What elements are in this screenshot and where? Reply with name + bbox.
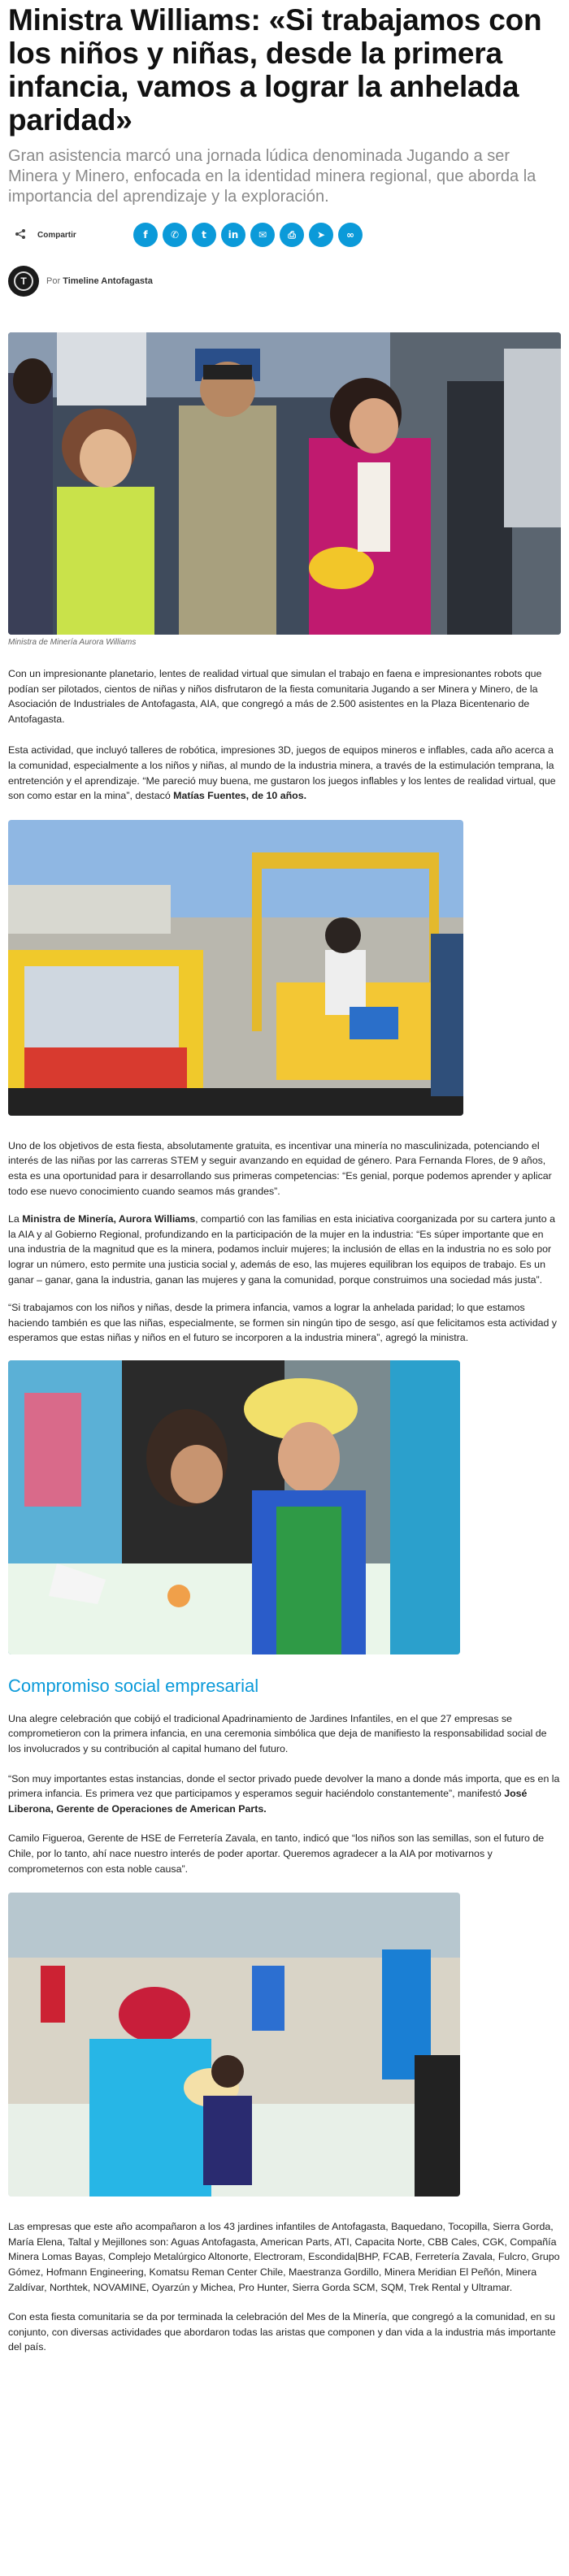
paragraph-1: Con un impresionante planetario, lentes de realidad virtual que simulan el trabajo en faena e impresionantes robots que podían ser pilotados, cientos de niñas y niños disfrutaron de la fiesta comunitaria Jugando a ser Minera y Minero, de la Asociación de Industriales de Antofagasta, AIA, que congregó a más de 2.500 asistentes en la Plaza Bicentenario de Antofagasta. (8, 668, 542, 725)
author-name[interactable]: Timeline Antofagasta (63, 276, 153, 286)
paragraph-2 (8, 743, 561, 803)
linkedin-icon: in (228, 229, 239, 241)
whatsapp-icon: ✆ (170, 229, 180, 241)
link-icon: ∞ (346, 229, 354, 241)
photo-playground (8, 820, 463, 1116)
author-text (46, 276, 153, 286)
facebook-icon: f (143, 229, 148, 241)
twitter-share-button[interactable] (192, 223, 216, 247)
author-prefix: Por (46, 276, 61, 286)
photo-outdoor (8, 1893, 460, 2197)
facebook-share-button[interactable] (133, 223, 158, 247)
email-share-button[interactable] (250, 223, 275, 247)
article-title: Ministra Williams: «Si trabajamos con los niños y niñas, desde la primera infancia, vamos a lograr la anhelada paridad» (8, 3, 542, 137)
print-icon: ⎙ (288, 228, 296, 241)
share-bar (8, 219, 561, 251)
photo-workshop (8, 1360, 460, 1654)
paragraph-5: “Si trabajamos con los niños y niñas, desde la primera infancia, vamos a lograr la anhelada paridad; lo que estamos haciendo también es que las niñas, especialmente, se formen sin ningún tipo de sesgo, así que felicitamos esta actividad y esperamos que estas niñas y niños en el futuro se incorporen a la industria minera”, agregó la ministra. (8, 1302, 557, 1344)
paragraph-6: Una alegre celebración que cobijó el tradicional Apadrinamiento de Jardines Infantiles, en el que 27 empresas se comprometieron con la primera infancia, en una ceremonia simbólica que deja de manifiesto la responsabilidad social de los involucrados y su contribución al capital humano del futuro. (8, 1712, 547, 1755)
article-subtitle: Gran asistencia marcó una jornada lúdica denominada Jugando a ser Minera y Minero, enfocada en la identidad minera regional, que aborda la importancia del aprendizaje y la exploración. (8, 147, 536, 206)
telegram-share-button[interactable] (309, 223, 333, 247)
paragraph-7-bold: José Liberona, Gerente de Operaciones de American Parts. (8, 1788, 528, 1815)
paragraph-9: Las empresas que este año acompañaron a los 43 jardines infantiles de Antofagasta, Baquedano, Tocopilla, Sierra Gorda, María Elena, Taltal y Mejillones son: Aguas Antofagasta, American Parts, ATI, Capacita Norte, CBB Cales, CGK, Compañía Minera Lomas Bayas, Complejo Metalúrgico Altonorte, Electroram, Escondida|BHP, FCAB, Ferretería Zavala, Fulcro, Grupo Gómez, Hofmann Engineering, Komatsu Reman Center Chile, Maestranza Gordillo, Minera Meridian El Peñón, Minera Zaldívar, Northtek, NOVAMINE, Oyarzún y Michea, Pro Hunter, Sierra Gorda SCM, SQM, Trek Rental y Ultramar. (8, 2221, 560, 2293)
paragraph-7-text: “Son muy importantes estas instancias, donde el sector privado puede devolver la mano a donde más importa, que es en la primera infancia. Es primera vez que participamos y esperamos seguir haciéndolo constantemente”, manifestó (8, 1772, 560, 1800)
paragraph-4 (8, 1212, 561, 1287)
paragraph-3: Uno de los objetivos de esta fiesta, absolutamente gratuita, es incentivar una minería no masculinizada, potenciando el interés de las niñas por las carreras STEM y seguir avanzando en equidad de género. Para Fernanda Flores, de 9 años, esta es una oportunidad para ir desarrollando sus primeras competencias: “Es genial, porque podemos aprender y aplicar todo ese nuevo conocimiento cuando seamos más grandes”. (8, 1139, 552, 1197)
paragraph-4-text-a: La (8, 1213, 23, 1225)
photo-caption: Ministra de Minería Aurora Williams (8, 638, 137, 647)
paragraph-7 (8, 1772, 561, 1817)
paragraph-8: Camilo Figueroa, Gerente de HSE de Ferretería Zavala, en tanto, indicó que “los niños son las semillas, son el futuro de Chile, por lo tanto, ahí nace nuestro interés de poder aportar. Queremos agradecer a la AIA por motivarnos y comprometernos con esta noble causa”. (8, 1832, 545, 1875)
paragraph-10: Con esta fiesta comunitaria se da por terminada la celebración del Mes de la Minería, que congregó a la comunidad, en su conjunto, con diversas actividades que abordaron todas las aristas que componen y dan vida a la industria más importante del país. (8, 2311, 556, 2353)
telegram-icon: ➤ (316, 229, 326, 241)
photo-ministra (8, 332, 561, 635)
paragraph-4-bold: Ministra de Minería, Aurora Williams (22, 1213, 196, 1225)
paragraph-2-text: Esta actividad, que incluyó talleres de robótica, impresiones 3D, juegos de equipos mineros e inflables, cada año acerca a la comunidad, especialmente a los niños y niñas, al mundo de la industria minera, a través de la estimulación temprana, la entretención y el aprendizaje. “Me pareció muy buena, me gustaron los juegos inflables y los lentes de realidad virtual, que son como estar en la mina”, destacó (8, 744, 556, 802)
link-share-button[interactable] (338, 223, 363, 247)
section-heading: Compromiso social empresarial (8, 1675, 259, 1696)
share-icon[interactable] (15, 228, 28, 242)
paragraph-2-bold: Matías Fuentes, de 10 años. (173, 790, 307, 802)
whatsapp-share-button[interactable] (163, 223, 187, 247)
twitter-icon: t (202, 229, 206, 241)
share-label: Compartir (37, 230, 76, 240)
email-icon: ✉ (258, 229, 267, 241)
linkedin-share-button[interactable] (221, 223, 245, 247)
social-buttons (133, 223, 363, 247)
print-share-button[interactable] (280, 223, 304, 247)
avatar[interactable] (8, 266, 39, 297)
author-byline (8, 264, 561, 298)
avatar-logo: T (14, 271, 33, 291)
paragraph-4-text-c: , compartió con las familias en esta iniciativa coorganizada por su cartera junto a la AIA y al Gobierno Regional, profundizando en la participación de la mujer en la industria: “Es súper importante que en una industria de la magnitud que es la minera, podamos incluir mujeres; la inclusión de ellas en la industria no es solo por lograr un número, esto permite una justicia social y, además de eso, las mujeres equilibran los equipos de trabajo. Es un ganar – ganar, gana la industria, ganan las mujeres y gana la comunidad, porque construimos una sociedad más justa”. (8, 1213, 555, 1286)
